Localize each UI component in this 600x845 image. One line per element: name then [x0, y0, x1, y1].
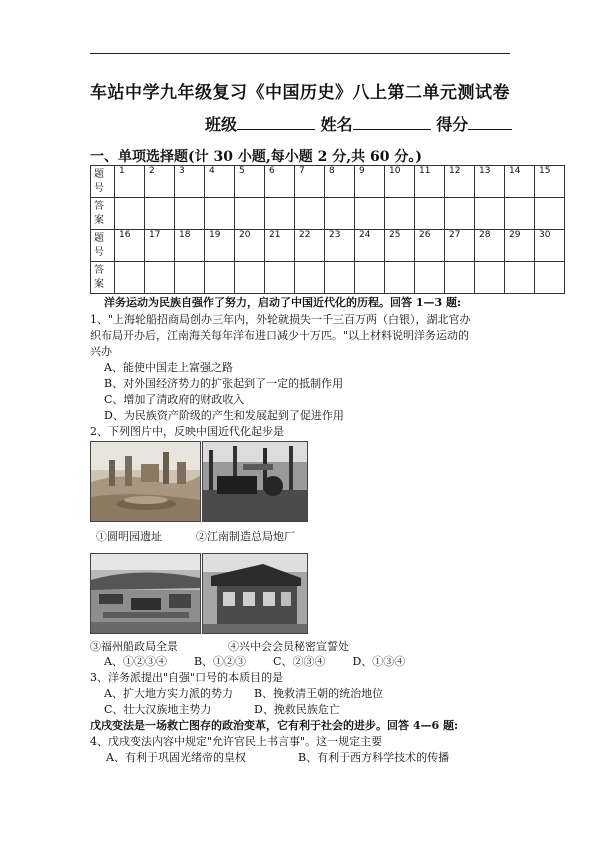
question-number: 23: [325, 230, 355, 262]
question-number: 26: [415, 230, 445, 262]
question-number: 19: [205, 230, 235, 262]
question-number: 30: [535, 230, 565, 262]
answer-cell[interactable]: [295, 262, 325, 294]
q2-option-d[interactable]: D、①③④: [352, 655, 406, 668]
page-title: 车站中学九年级复习《中国历史》八上第二单元测试卷: [90, 83, 510, 103]
student-info-line: [205, 112, 512, 135]
q3-options-row2: [104, 702, 340, 718]
question-number: 7: [295, 166, 325, 198]
q1-stem-line3: 兴办: [90, 345, 112, 358]
question-number: 4: [205, 166, 235, 198]
question-number-row-1: [91, 166, 565, 198]
answer-cell[interactable]: [325, 198, 355, 230]
question-number: 28: [475, 230, 505, 262]
name-blank[interactable]: [353, 113, 431, 130]
answer-row-2: [91, 262, 565, 294]
answer-cell[interactable]: [265, 198, 295, 230]
answer-cell[interactable]: [475, 262, 505, 294]
answer-cell[interactable]: [535, 262, 565, 294]
q1-stem-line2: 织布局开办后，江南海关每年洋布进口减少十万匹。"以上材料说明洋务运动的: [90, 329, 470, 342]
question-number: 9: [355, 166, 385, 198]
name-label: 姓名: [320, 115, 353, 134]
question-number: 6: [265, 166, 295, 198]
group1-intro: 洋务运动为民族自强作了努力，启动了中国近代化的历程。回答 1—3 题:: [104, 296, 462, 309]
answer-cell[interactable]: [145, 262, 175, 294]
answer-cell[interactable]: [115, 198, 145, 230]
q2-option-b[interactable]: B、①②③: [193, 655, 247, 668]
question-number: 14: [505, 166, 535, 198]
question-number: 13: [475, 166, 505, 198]
answer-cell[interactable]: [415, 198, 445, 230]
q2-stem: 2、下列图片中，反映中国近代化起步是: [90, 425, 284, 438]
q1-stem-line1: 1、"上海轮船招商局创办三年内，外轮就损失一千三百万两（白银），湖北官办: [90, 313, 471, 326]
question-number: 12: [445, 166, 475, 198]
question-number: 2: [145, 166, 175, 198]
question-number: 27: [445, 230, 475, 262]
q4-option-b[interactable]: B、有利于西方科学技术的传播: [298, 751, 450, 764]
answer-cell[interactable]: [265, 262, 295, 294]
group2-intro: 戊戌变法是一场救亡图存的政治变革，它有利于社会的进步。回答 4—6 题:: [90, 719, 459, 732]
q3-option-a[interactable]: A、扩大地方实力派的势力: [104, 687, 233, 700]
answer-cell[interactable]: [445, 198, 475, 230]
answer-label: 答 案: [91, 198, 115, 230]
question-number: 10: [385, 166, 415, 198]
question-number: 25: [385, 230, 415, 262]
caption-4: ④兴中会会员秘密宣誓处: [228, 640, 349, 653]
answer-cell[interactable]: [205, 198, 235, 230]
class-label: 班级: [205, 115, 238, 134]
caption-2: ②江南制造总局炮厂: [196, 530, 295, 543]
q3-option-c[interactable]: C、壮大汉族地主势力: [104, 703, 212, 716]
question-number: 17: [145, 230, 175, 262]
question-label: 题 号: [91, 166, 115, 198]
answer-cell[interactable]: [505, 198, 535, 230]
question-number: 11: [415, 166, 445, 198]
question-number: 20: [235, 230, 265, 262]
question-number-row-2: [91, 230, 565, 262]
q3-option-d[interactable]: D、挽救民族危亡: [254, 703, 340, 716]
answer-cell[interactable]: [505, 262, 535, 294]
question-number: 5: [235, 166, 265, 198]
section-heading: 一、单项选择题(计 30 小题,每小题 2 分,共 60 分。): [90, 149, 422, 165]
jiangnan-arsenal-photo: [202, 441, 308, 522]
answer-cell[interactable]: [115, 262, 145, 294]
answer-cell[interactable]: [235, 262, 265, 294]
q1-option-c[interactable]: C、增加了清政府的财政收入: [104, 393, 245, 406]
q2-option-c[interactable]: C、②③④: [273, 655, 326, 668]
answer-row-1: [91, 198, 565, 230]
answer-cell[interactable]: [385, 262, 415, 294]
question-number: 15: [535, 166, 565, 198]
q3-option-b[interactable]: B、挽救清王朝的统治地位: [254, 687, 384, 700]
answer-cell[interactable]: [415, 262, 445, 294]
q4-options-row1: [106, 750, 449, 766]
q2-options: [104, 654, 405, 670]
answer-cell[interactable]: [145, 198, 175, 230]
answer-cell[interactable]: [325, 262, 355, 294]
score-blank[interactable]: [468, 113, 512, 130]
fuzhou-navy-yard-photo: [90, 553, 201, 634]
q3-stem: 3、洋务派提出"自强"口号的本质目的是: [90, 671, 284, 684]
q1-option-a[interactable]: A、能使中国走上富强之路: [104, 361, 233, 374]
answer-cell[interactable]: [535, 198, 565, 230]
question-number: 16: [115, 230, 145, 262]
answer-label: 答 案: [91, 262, 115, 294]
answer-cell[interactable]: [295, 198, 325, 230]
question-number: 22: [295, 230, 325, 262]
question-number: 21: [265, 230, 295, 262]
q4-option-a[interactable]: A、有利于巩固光绪帝的皇权: [106, 751, 246, 764]
answer-cell[interactable]: [445, 262, 475, 294]
score-label: 得分: [436, 115, 469, 134]
answer-cell[interactable]: [475, 198, 505, 230]
class-blank[interactable]: [237, 113, 315, 130]
question-number: 24: [355, 230, 385, 262]
answer-cell[interactable]: [175, 198, 205, 230]
q3-options-row1: [104, 686, 383, 702]
q1-option-d[interactable]: D、为民族资产阶级的产生和发展起到了促进作用: [104, 409, 344, 422]
q4-stem: 4、戊戌变法内容中规定"允许官民上书言事"。这一规定主要: [90, 735, 383, 748]
caption-3: ③福州船政局全景: [90, 640, 178, 653]
question-number: 1: [115, 166, 145, 198]
xingzhonghui-photo: [202, 553, 308, 634]
answer-cell[interactable]: [355, 262, 385, 294]
question-number: 3: [175, 166, 205, 198]
answer-cell[interactable]: [205, 262, 235, 294]
question-label: 题 号: [91, 230, 115, 262]
question-number: 29: [505, 230, 535, 262]
answer-cell[interactable]: [235, 198, 265, 230]
answer-cell[interactable]: [355, 198, 385, 230]
caption-1: ①圆明园遗址: [96, 530, 162, 543]
q1-option-b[interactable]: B、对外国经济势力的扩张起到了一定的抵制作用: [104, 377, 344, 390]
question-number: 8: [325, 166, 355, 198]
answer-cell[interactable]: [385, 198, 415, 230]
header-rule: [90, 53, 510, 54]
answer-cell[interactable]: [175, 262, 205, 294]
q2-option-a[interactable]: A、①②③④: [104, 655, 167, 668]
answer-table: [90, 165, 565, 294]
question-number: 18: [175, 230, 205, 262]
yuanmingyuan-photo: [90, 441, 201, 522]
